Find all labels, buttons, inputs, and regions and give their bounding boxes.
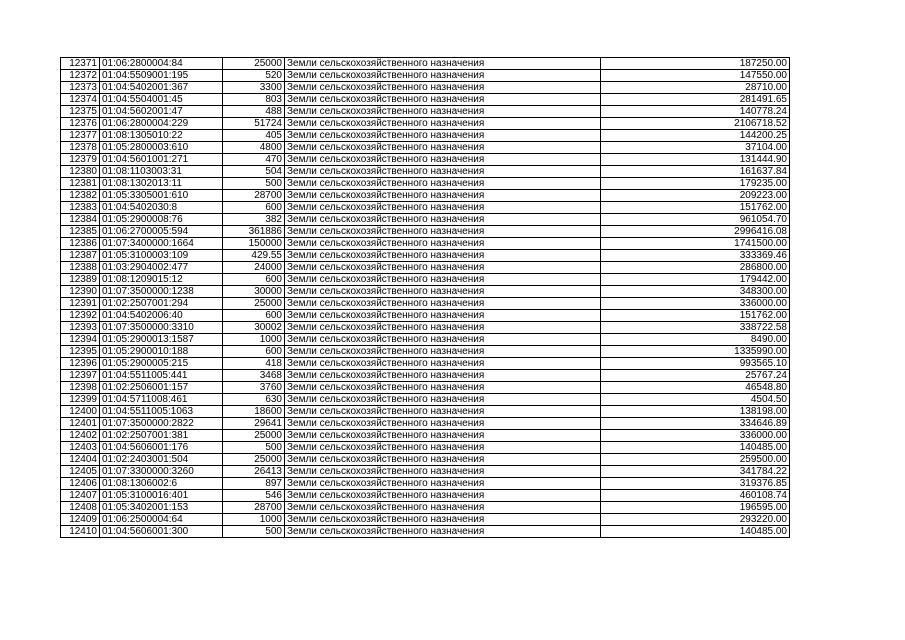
area-cell: 546 <box>223 490 285 502</box>
area-cell: 600 <box>223 274 285 286</box>
row-number-cell: 12396 <box>61 358 100 370</box>
cadastral-value-cell: 196595.00 <box>601 502 790 514</box>
table-row <box>61 286 790 298</box>
area-cell: 25000 <box>223 454 285 466</box>
cadastral-number-cell: 01:04:5606001:176 <box>100 442 223 454</box>
land-category-cell: Земли сельскохозяйственного назначения <box>285 214 601 226</box>
row-number-cell: 12404 <box>61 454 100 466</box>
area-cell: 504 <box>223 166 285 178</box>
row-number-cell: 12383 <box>61 202 100 214</box>
row-number-cell: 12390 <box>61 286 100 298</box>
cadastral-number-cell: 01:07:3500000:2822 <box>100 418 223 430</box>
land-category-cell: Земли сельскохозяйственного назначения <box>285 130 601 142</box>
cadastral-number-cell: 01:08:1103003:31 <box>100 166 223 178</box>
cadastral-number-cell: 01:08:1305010:22 <box>100 130 223 142</box>
cadastral-value-cell: 151762.00 <box>601 202 790 214</box>
cadastral-value-cell: 341784.22 <box>601 466 790 478</box>
cadastral-value-cell: 25767.24 <box>601 370 790 382</box>
area-cell: 3760 <box>223 382 285 394</box>
table-row <box>61 514 790 526</box>
land-category-cell: Земли сельскохозяйственного назначения <box>285 442 601 454</box>
land-category-cell: Земли сельскохозяйственного назначения <box>285 478 601 490</box>
land-category-cell: Земли сельскохозяйственного назначения <box>285 346 601 358</box>
table-row <box>61 406 790 418</box>
cadastral-value-cell: 2996416.08 <box>601 226 790 238</box>
cadastral-number-cell: 01:04:5402001:367 <box>100 82 223 94</box>
land-category-cell: Земли сельскохозяйственного назначения <box>285 418 601 430</box>
area-cell: 361886 <box>223 226 285 238</box>
row-number-cell: 12400 <box>61 406 100 418</box>
cadastral-number-cell: 01:04:5402006:40 <box>100 310 223 322</box>
cadastral-number-cell: 01:07:3300000:3260 <box>100 466 223 478</box>
table-row <box>61 274 790 286</box>
cadastral-value-cell: 336000.00 <box>601 430 790 442</box>
cadastral-value-cell: 2106718.52 <box>601 118 790 130</box>
cadastral-value-cell: 1335990.00 <box>601 346 790 358</box>
row-number-cell: 12380 <box>61 166 100 178</box>
cadastral-number-cell: 01:08:1209015:12 <box>100 274 223 286</box>
area-cell: 28700 <box>223 502 285 514</box>
land-category-cell: Земли сельскохозяйственного назначения <box>285 322 601 334</box>
cadastral-value-cell: 460108.74 <box>601 490 790 502</box>
table-row <box>61 394 790 406</box>
cadastral-value-cell: 140485.00 <box>601 526 790 538</box>
area-cell: 470 <box>223 154 285 166</box>
cadastral-number-cell: 01:06:2800004:84 <box>100 58 223 70</box>
cadastral-value-cell: 144200.25 <box>601 130 790 142</box>
land-category-cell: Земли сельскохозяйственного назначения <box>285 82 601 94</box>
cadastral-value-cell: 209223.00 <box>601 190 790 202</box>
row-number-cell: 12398 <box>61 382 100 394</box>
land-category-cell: Земли сельскохозяйственного назначения <box>285 430 601 442</box>
cadastral-value-cell: 46548.80 <box>601 382 790 394</box>
cadastral-value-cell: 187250.00 <box>601 58 790 70</box>
cadastral-number-cell: 01:08:1306002:6 <box>100 478 223 490</box>
table-row <box>61 370 790 382</box>
cadastral-value-cell: 993565.10 <box>601 358 790 370</box>
area-cell: 500 <box>223 178 285 190</box>
row-number-cell: 12399 <box>61 394 100 406</box>
cadastral-number-cell: 01:04:5504001:45 <box>100 94 223 106</box>
area-cell: 1000 <box>223 514 285 526</box>
table-row <box>61 358 790 370</box>
row-number-cell: 12408 <box>61 502 100 514</box>
cadastral-number-cell: 01:05:3305001:610 <box>100 190 223 202</box>
table-row <box>61 322 790 334</box>
land-category-cell: Земли сельскохозяйственного назначения <box>285 286 601 298</box>
row-number-cell: 12388 <box>61 262 100 274</box>
cadastral-value-cell: 131444.90 <box>601 154 790 166</box>
cadastral-value-cell: 281491.65 <box>601 94 790 106</box>
cadastral-number-cell: 01:04:5606001:300 <box>100 526 223 538</box>
land-category-cell: Земли сельскохозяйственного назначения <box>285 166 601 178</box>
area-cell: 25000 <box>223 58 285 70</box>
table-row <box>61 70 790 82</box>
cadastral-value-cell: 333369.46 <box>601 250 790 262</box>
row-number-cell: 12401 <box>61 418 100 430</box>
land-category-cell: Земли сельскохозяйственного назначения <box>285 238 601 250</box>
cadastral-number-cell: 01:05:2800003:610 <box>100 142 223 154</box>
row-number-cell: 12377 <box>61 130 100 142</box>
row-number-cell: 12374 <box>61 94 100 106</box>
land-category-cell: Земли сельскохозяйственного назначения <box>285 310 601 322</box>
cadastral-number-cell: 01:02:2507001:294 <box>100 298 223 310</box>
table-row <box>61 382 790 394</box>
row-number-cell: 12376 <box>61 118 100 130</box>
area-cell: 28700 <box>223 190 285 202</box>
cadastral-number-cell: 01:05:2900010:188 <box>100 346 223 358</box>
row-number-cell: 12397 <box>61 370 100 382</box>
area-cell: 4800 <box>223 142 285 154</box>
cadastral-number-cell: 01:08:1302013:11 <box>100 178 223 190</box>
land-category-cell: Земли сельскохозяйственного назначения <box>285 454 601 466</box>
area-cell: 803 <box>223 94 285 106</box>
land-category-cell: Земли сельскохозяйственного назначения <box>285 178 601 190</box>
land-registry-table <box>60 57 790 538</box>
row-number-cell: 12375 <box>61 106 100 118</box>
cadastral-number-cell: 01:04:5402030:8 <box>100 202 223 214</box>
cadastral-number-cell: 01:02:2403001:504 <box>100 454 223 466</box>
cadastral-value-cell: 4504.50 <box>601 394 790 406</box>
cadastral-value-cell: 259500.00 <box>601 454 790 466</box>
area-cell: 3300 <box>223 82 285 94</box>
table-row <box>61 334 790 346</box>
table-row <box>61 250 790 262</box>
row-number-cell: 12387 <box>61 250 100 262</box>
area-cell: 429.55 <box>223 250 285 262</box>
cadastral-number-cell: 01:07:3500000:3310 <box>100 322 223 334</box>
land-category-cell: Земли сельскохозяйственного назначения <box>285 358 601 370</box>
land-category-cell: Земли сельскохозяйственного назначения <box>285 502 601 514</box>
land-category-cell: Земли сельскохозяйственного назначения <box>285 190 601 202</box>
area-cell: 29641 <box>223 418 285 430</box>
land-category-cell: Земли сельскохозяйственного назначения <box>285 526 601 538</box>
row-number-cell: 12407 <box>61 490 100 502</box>
row-number-cell: 12382 <box>61 190 100 202</box>
land-category-cell: Земли сельскохозяйственного назначения <box>285 142 601 154</box>
area-cell: 488 <box>223 106 285 118</box>
area-cell: 1000 <box>223 334 285 346</box>
area-cell: 382 <box>223 214 285 226</box>
area-cell: 520 <box>223 70 285 82</box>
row-number-cell: 12406 <box>61 478 100 490</box>
land-category-cell: Земли сельскохозяйственного назначения <box>285 382 601 394</box>
table-row <box>61 226 790 238</box>
row-number-cell: 12405 <box>61 466 100 478</box>
land-category-cell: Земли сельскохозяйственного назначения <box>285 490 601 502</box>
land-category-cell: Земли сельскохозяйственного назначения <box>285 154 601 166</box>
area-cell: 500 <box>223 442 285 454</box>
land-category-cell: Земли сельскохозяйственного назначения <box>285 466 601 478</box>
cadastral-value-cell: 179235.00 <box>601 178 790 190</box>
area-cell: 3468 <box>223 370 285 382</box>
row-number-cell: 12394 <box>61 334 100 346</box>
table-row <box>61 442 790 454</box>
cadastral-value-cell: 147550.00 <box>601 70 790 82</box>
cadastral-value-cell: 336000.00 <box>601 298 790 310</box>
table-row <box>61 94 790 106</box>
table-row <box>61 58 790 70</box>
row-number-cell: 12410 <box>61 526 100 538</box>
table-row <box>61 478 790 490</box>
row-number-cell: 12373 <box>61 82 100 94</box>
cadastral-value-cell: 348300.00 <box>601 286 790 298</box>
table-row <box>61 346 790 358</box>
row-number-cell: 12391 <box>61 298 100 310</box>
cadastral-value-cell: 151762.00 <box>601 310 790 322</box>
cadastral-value-cell: 138198.00 <box>601 406 790 418</box>
cadastral-number-cell: 01:06:2800004:229 <box>100 118 223 130</box>
cadastral-number-cell: 01:04:5511005:441 <box>100 370 223 382</box>
table-row <box>61 130 790 142</box>
table-row <box>61 118 790 130</box>
cadastral-value-cell: 140485.00 <box>601 442 790 454</box>
land-category-cell: Земли сельскохозяйственного назначения <box>285 262 601 274</box>
area-cell: 25000 <box>223 430 285 442</box>
table-row <box>61 142 790 154</box>
cadastral-value-cell: 338722.58 <box>601 322 790 334</box>
table-row <box>61 154 790 166</box>
cadastral-value-cell: 961054.70 <box>601 214 790 226</box>
cadastral-number-cell: 01:02:2506001:157 <box>100 382 223 394</box>
table-row <box>61 310 790 322</box>
area-cell: 25000 <box>223 298 285 310</box>
cadastral-number-cell: 01:05:3402001:153 <box>100 502 223 514</box>
cadastral-value-cell: 293220.00 <box>601 514 790 526</box>
row-number-cell: 12393 <box>61 322 100 334</box>
table-row <box>61 418 790 430</box>
cadastral-value-cell: 161637.84 <box>601 166 790 178</box>
row-number-cell: 12371 <box>61 58 100 70</box>
table-row <box>61 526 790 538</box>
land-category-cell: Земли сельскохозяйственного назначения <box>285 334 601 346</box>
area-cell: 500 <box>223 526 285 538</box>
land-category-cell: Земли сельскохозяйственного назначения <box>285 106 601 118</box>
table-row <box>61 82 790 94</box>
land-category-cell: Земли сельскохозяйственного назначения <box>285 94 601 106</box>
row-number-cell: 12378 <box>61 142 100 154</box>
cadastral-number-cell: 01:04:5509001:195 <box>100 70 223 82</box>
row-number-cell: 12409 <box>61 514 100 526</box>
land-category-cell: Земли сельскохозяйственного назначения <box>285 202 601 214</box>
table-row <box>61 202 790 214</box>
area-cell: 600 <box>223 202 285 214</box>
table-row <box>61 466 790 478</box>
land-category-cell: Земли сельскохозяйственного назначения <box>285 226 601 238</box>
area-cell: 24000 <box>223 262 285 274</box>
cadastral-number-cell: 01:05:2900005:215 <box>100 358 223 370</box>
land-category-cell: Земли сельскохозяйственного назначения <box>285 118 601 130</box>
cadastral-value-cell: 1741500.00 <box>601 238 790 250</box>
land-category-cell: Земли сельскохозяйственного назначения <box>285 274 601 286</box>
cadastral-value-cell: 8490.00 <box>601 334 790 346</box>
cadastral-number-cell: 01:05:2900008:76 <box>100 214 223 226</box>
row-number-cell: 12384 <box>61 214 100 226</box>
cadastral-value-cell: 28710.00 <box>601 82 790 94</box>
cadastral-value-cell: 179442.00 <box>601 274 790 286</box>
land-category-cell: Земли сельскохозяйственного назначения <box>285 58 601 70</box>
cadastral-number-cell: 01:04:5511005:1063 <box>100 406 223 418</box>
land-category-cell: Земли сельскохозяйственного назначения <box>285 70 601 82</box>
table-row <box>61 430 790 442</box>
table-body <box>61 58 790 538</box>
cadastral-number-cell: 01:04:5601001:271 <box>100 154 223 166</box>
table-row <box>61 166 790 178</box>
cadastral-number-cell: 01:05:2900013:1587 <box>100 334 223 346</box>
table-row <box>61 106 790 118</box>
cadastral-value-cell: 140778.24 <box>601 106 790 118</box>
area-cell: 26413 <box>223 466 285 478</box>
land-category-cell: Земли сельскохозяйственного назначения <box>285 250 601 262</box>
cadastral-number-cell: 01:04:5711008:461 <box>100 394 223 406</box>
area-cell: 630 <box>223 394 285 406</box>
cadastral-number-cell: 01:02:2507001:381 <box>100 430 223 442</box>
row-number-cell: 12372 <box>61 70 100 82</box>
cadastral-number-cell: 01:03:2904002:477 <box>100 262 223 274</box>
land-category-cell: Земли сельскохозяйственного назначения <box>285 406 601 418</box>
cadastral-value-cell: 334646.89 <box>601 418 790 430</box>
cadastral-value-cell: 37104.00 <box>601 142 790 154</box>
area-cell: 418 <box>223 358 285 370</box>
land-category-cell: Земли сельскохозяйственного назначения <box>285 394 601 406</box>
row-number-cell: 12386 <box>61 238 100 250</box>
area-cell: 600 <box>223 346 285 358</box>
area-cell: 600 <box>223 310 285 322</box>
area-cell: 51724 <box>223 118 285 130</box>
row-number-cell: 12379 <box>61 154 100 166</box>
cadastral-number-cell: 01:06:2500004:64 <box>100 514 223 526</box>
area-cell: 30000 <box>223 286 285 298</box>
row-number-cell: 12389 <box>61 274 100 286</box>
table-row <box>61 262 790 274</box>
table-row <box>61 298 790 310</box>
table-row <box>61 454 790 466</box>
table-row <box>61 238 790 250</box>
area-cell: 897 <box>223 478 285 490</box>
table-row <box>61 490 790 502</box>
cadastral-value-cell: 319376.85 <box>601 478 790 490</box>
area-cell: 30002 <box>223 322 285 334</box>
cadastral-number-cell: 01:07:3500000:1238 <box>100 286 223 298</box>
row-number-cell: 12392 <box>61 310 100 322</box>
row-number-cell: 12381 <box>61 178 100 190</box>
row-number-cell: 12395 <box>61 346 100 358</box>
area-cell: 18600 <box>223 406 285 418</box>
land-category-cell: Земли сельскохозяйственного назначения <box>285 298 601 310</box>
cadastral-number-cell: 01:06:2700005:594 <box>100 226 223 238</box>
cadastral-number-cell: 01:05:3100003:109 <box>100 250 223 262</box>
land-category-cell: Земли сельскохозяйственного назначения <box>285 370 601 382</box>
area-cell: 405 <box>223 130 285 142</box>
row-number-cell: 12402 <box>61 430 100 442</box>
land-category-cell: Земли сельскохозяйственного назначения <box>285 514 601 526</box>
table-row <box>61 178 790 190</box>
table-row <box>61 502 790 514</box>
cadastral-number-cell: 01:05:3100016:401 <box>100 490 223 502</box>
row-number-cell: 12403 <box>61 442 100 454</box>
cadastral-value-cell: 286800.00 <box>601 262 790 274</box>
table-row <box>61 214 790 226</box>
table-row <box>61 190 790 202</box>
row-number-cell: 12385 <box>61 226 100 238</box>
cadastral-number-cell: 01:07:3400000:1664 <box>100 238 223 250</box>
cadastral-number-cell: 01:04:5602001:47 <box>100 106 223 118</box>
area-cell: 150000 <box>223 238 285 250</box>
